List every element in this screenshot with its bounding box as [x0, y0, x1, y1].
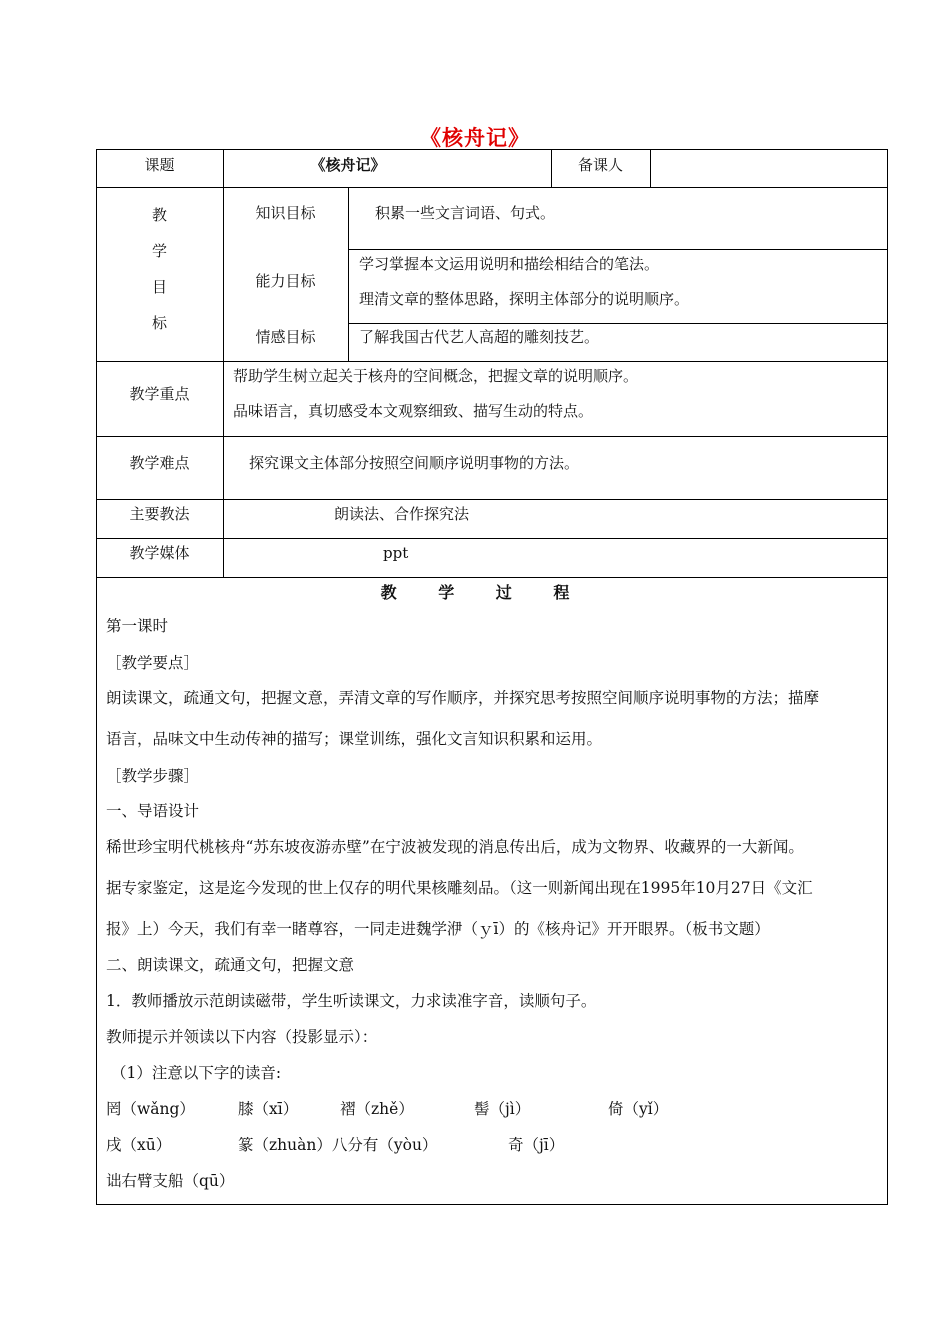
key-points-label: 教学重点	[129, 385, 190, 403]
goals-label-char: 目	[151, 278, 167, 296]
goals-label-char: 学	[151, 242, 167, 260]
row-divider	[96, 361, 888, 362]
row-divider	[96, 187, 888, 188]
preparer-label: 备课人	[577, 156, 623, 174]
process-heading: 教 学 过 程	[380, 583, 570, 602]
body-line: 报》上）今天，我们有幸一睹尊容，一同走进魏学洢（ｙī）的《核舟记》开开眼界。（板书文题）	[106, 920, 770, 938]
body-line: 教师提示并领读以下内容（投影显示）：	[106, 1028, 378, 1046]
document-title: 《核舟记》	[420, 125, 530, 150]
media-value: ppt	[383, 544, 409, 562]
goals-label-char: 标	[151, 314, 167, 332]
row-divider	[96, 499, 888, 500]
subject-value: 《核舟记》	[310, 156, 386, 174]
difficulty-label: 教学难点	[129, 454, 190, 472]
row-divider	[96, 577, 888, 578]
col-divider	[348, 187, 349, 361]
body-line: 稀世珍宝明代桃核舟“苏东坡夜游赤壁”在宁波被发现的消息传出后，成为文物界、收藏界的一大新闻。	[106, 838, 804, 856]
knowledge-goal: 积累一些文言词语、句式。	[375, 204, 556, 222]
ability-goal-2: 理清文章的整体思路，探明主体部分的说明顺序。	[359, 290, 690, 308]
pronunciation-item: 诎右臂支船（qū）	[106, 1172, 235, 1190]
emotion-goal-label: 情感目标	[255, 328, 316, 346]
body-line: （1）注意以下字的读音:	[111, 1064, 282, 1082]
pronunciation-item: 戌（xū）	[106, 1136, 172, 1154]
row-divider	[348, 249, 888, 250]
ability-goal-1: 学习掌握本文运用说明和描绘相结合的笔法。	[359, 255, 660, 273]
difficulty-value: 探究课文主体部分按照空间顺序说明事物的方法。	[249, 454, 580, 472]
body-line: 第一课时	[106, 617, 169, 635]
body-line: 据专家鉴定，这是迄今发现的世上仅存的明代果核雕刻品。（这一则新闻出现在1995年10月27日《文汇	[106, 879, 813, 897]
row-divider	[348, 323, 888, 324]
pronunciation-item: 倚（yǐ）	[608, 1100, 669, 1118]
body-line: ［教学步骤］	[106, 767, 200, 785]
pronunciation-item: 髻（jì）	[474, 1100, 531, 1118]
body-line: 朗读课文，疏通文句，把握文意，弄清文章的写作顺序，并探究思考按照空间顺序说明事物的方法；描摩	[106, 689, 820, 707]
pronunciation-item: 篆（zhuàn）八分有（yòu）	[238, 1136, 438, 1154]
body-line: 语言，品味文中生动传神的描写；课堂训练，强化文言知识积累和运用。	[106, 730, 603, 748]
knowledge-goal-label: 知识目标	[255, 204, 316, 222]
emotion-goal: 了解我国古代艺人高超的雕刻技艺。	[359, 328, 600, 346]
col-divider	[650, 149, 651, 187]
ability-goal-label: 能力目标	[255, 272, 316, 290]
row-divider	[96, 538, 888, 539]
pronunciation-item: 罔（wǎng）	[106, 1100, 195, 1118]
body-line: ［教学要点］	[106, 654, 200, 672]
goals-label-char: 教	[151, 206, 167, 224]
method-value: 朗读法、合作探究法	[334, 505, 470, 523]
subject-label: 课题	[144, 156, 175, 174]
key-point-2: 品味语言，真切感受本文观察细致、描写生动的特点。	[233, 402, 594, 420]
pronunciation-item: 褶（zhě）	[340, 1100, 414, 1118]
method-label: 主要教法	[129, 505, 190, 523]
pronunciation-item: 膝（xī）	[238, 1100, 299, 1118]
media-label: 教学媒体	[129, 544, 190, 562]
row-divider	[96, 436, 888, 437]
body-line: 一、导语设计	[106, 802, 200, 820]
key-point-1: 帮助学生树立起关于核舟的空间概念，把握文章的说明顺序。	[233, 367, 639, 385]
body-line: 1．教师播放示范朗读磁带，学生听读课文，力求读准字音，读顺句子。	[106, 992, 597, 1010]
pronunciation-item: 奇（jī）	[508, 1136, 565, 1154]
body-line: 二、朗读课文，疏通文句，把握文意	[106, 956, 355, 974]
